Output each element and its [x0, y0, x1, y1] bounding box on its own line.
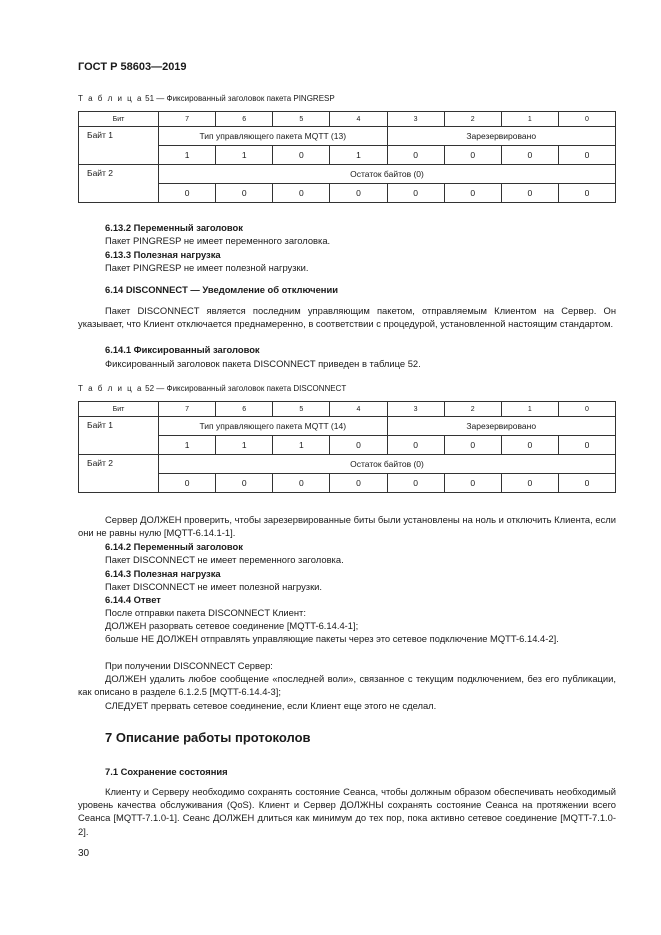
caption-text: 51 — Фиксированный заголовок пакета PINGRESP	[145, 94, 335, 103]
bit-cell: 0	[444, 184, 501, 203]
section-heading: 6.14 DISCONNECT — Уведомление об отключении	[105, 284, 338, 295]
header-cell: 3	[387, 402, 444, 417]
bit-cell: 0	[216, 474, 273, 493]
table-row	[79, 127, 616, 146]
reserved-label: Зарезервировано	[387, 417, 616, 436]
header-cell: 0	[558, 402, 615, 417]
table-52-caption	[78, 384, 346, 393]
body-text: Фиксированный заголовок пакета DISCONNECT приведен в таблице 52.	[105, 358, 421, 369]
bit-cell: 1	[216, 146, 273, 165]
header-cell: 6	[216, 402, 273, 417]
table-row	[79, 184, 616, 203]
bit-cell: 0	[387, 146, 444, 165]
header-cell: 2	[444, 402, 501, 417]
bit-cell: 1	[330, 146, 387, 165]
bit-cell: 0	[501, 474, 558, 493]
table-row	[79, 436, 616, 455]
bit-cell: 0	[558, 474, 615, 493]
table-51-caption	[78, 94, 335, 103]
header-cell: 5	[273, 402, 330, 417]
body-text: Пакет DISCONNECT не имеет полезной нагрузки.	[105, 581, 323, 592]
header-cell: 1	[501, 402, 558, 417]
bit-cell: 1	[273, 436, 330, 455]
section-heading: 7.1 Сохранение состояния	[105, 766, 228, 777]
body-text: Пакет DISCONNECT не имеет переменного заголовка.	[105, 554, 344, 565]
table-header-row	[79, 402, 616, 417]
bit-cell: 0	[273, 184, 330, 203]
body-text: После отправки пакета DISCONNECT Клиент:	[105, 607, 306, 618]
caption-word: Т а б л и ц а	[78, 94, 143, 103]
table-52	[78, 401, 616, 493]
chapter-heading: 7 Описание работы протоколов	[105, 730, 311, 745]
bit-cell: 1	[159, 436, 216, 455]
header-cell: 4	[330, 112, 387, 127]
type-label: Тип управляющего пакета MQTT (14)	[159, 417, 388, 436]
body-text: При получении DISCONNECT Сервер:	[105, 660, 273, 671]
bit-cell: 0	[558, 184, 615, 203]
header-cell: 7	[159, 112, 216, 127]
byte1-label: Байт 1	[79, 127, 159, 165]
header-cell: 5	[273, 112, 330, 127]
type-label: Тип управляющего пакета MQTT (13)	[159, 127, 388, 146]
bit-cell: 0	[444, 146, 501, 165]
standard-id: ГОСТ Р 58603—2019	[78, 61, 187, 73]
body-text: Пакет PINGRESP не имеет переменного заголовка.	[105, 235, 331, 246]
byte2-label: Байт 2	[79, 165, 159, 203]
bit-cell: 0	[558, 146, 615, 165]
paragraph: Клиенту и Серверу необходимо сохранять состояние Сеанса, чтобы должным образом обеспечивать необходимый уровень качества обслуживания (QoS). Клиент и Сервер ДОЛЖНЫ сохранять состояние Сеанса на протяжении всего Сеанса [MQTT-7.1.0-1]. Сеанс ДОЛЖЕН длиться как минимум до тех пор, пока активно сетевое соединение [MQTT-7.1.0-2].	[78, 786, 616, 837]
section-heading: 6.14.2 Переменный заголовок	[105, 541, 243, 552]
paragraph: Сервер ДОЛЖЕН проверить, чтобы зарезервированные биты были установлены на ноль и отключить Клиента, если они не равны нулю [MQTT-6.14.1-1].	[78, 514, 616, 539]
header-cell: Бит	[79, 112, 159, 127]
byte1-label: Байт 1	[79, 417, 159, 455]
header-cell: 7	[159, 402, 216, 417]
header-cell: 4	[330, 402, 387, 417]
table-row	[79, 165, 616, 184]
table-51	[78, 111, 616, 203]
bit-cell: 1	[159, 146, 216, 165]
remaining-label: Остаток байтов (0)	[159, 455, 616, 474]
paragraph: Пакет DISCONNECT является последним управляющим пакетом, отправляемым Клиентом на Сервер. Он указывает, что Клиент отключается преднамеренно, в соответствии с процедурой, установленной настоящим стандартом.	[78, 305, 616, 330]
bit-cell: 0	[501, 436, 558, 455]
bit-cell: 1	[216, 436, 273, 455]
section-heading: 6.13.2 Переменный заголовок	[105, 222, 243, 233]
caption-text: 52 — Фиксированный заголовок пакета DISCONNECT	[145, 384, 347, 393]
body-text: Пакет PINGRESP не имеет полезной нагрузки.	[105, 262, 309, 273]
header-cell: 3	[387, 112, 444, 127]
header-cell: 2	[444, 112, 501, 127]
header-cell: Бит	[79, 402, 159, 417]
byte2-label: Байт 2	[79, 455, 159, 493]
bit-cell: 0	[273, 474, 330, 493]
page-number: 30	[78, 848, 90, 859]
section-heading: 6.13.3 Полезная нагрузка	[105, 249, 221, 260]
header-cell: 0	[558, 112, 615, 127]
paragraph: больше НЕ ДОЛЖЕН отправлять управляющие пакеты через это сетевое подключение MQTT-6.14.4-2].	[105, 633, 559, 644]
body-text: ДОЛЖЕН разорвать сетевое соединение [MQTT-6.14.4-1];	[105, 620, 359, 631]
bit-cell: 0	[159, 184, 216, 203]
bit-cell: 0	[501, 146, 558, 165]
bit-cell: 0	[444, 436, 501, 455]
bit-cell: 0	[216, 184, 273, 203]
section-heading: 6.14.1 Фиксированный заголовок	[105, 344, 260, 355]
bit-cell: 0	[387, 184, 444, 203]
body-text: СЛЕДУЕТ прервать сетевое соединение, если Клиент еще этого не сделал.	[105, 700, 437, 711]
table-row	[79, 146, 616, 165]
table-row	[79, 417, 616, 436]
section-heading: 6.14.3 Полезная нагрузка	[105, 568, 221, 579]
remaining-label: Остаток байтов (0)	[159, 165, 616, 184]
bit-cell: 0	[558, 436, 615, 455]
paragraph: ДОЛЖЕН удалить любое сообщение «последней воли», связанное с текущим подключением, без его публикации, как описано в разделе 6.1.2.5 [MQTT-6.14.4-3];	[78, 673, 616, 698]
bit-cell: 0	[330, 474, 387, 493]
table-row	[79, 455, 616, 474]
bit-cell: 0	[444, 474, 501, 493]
bit-cell: 0	[273, 146, 330, 165]
header-cell: 6	[216, 112, 273, 127]
bit-cell: 0	[330, 436, 387, 455]
bit-cell: 0	[159, 474, 216, 493]
caption-word: Т а б л и ц а	[78, 384, 143, 393]
bit-cell: 0	[387, 436, 444, 455]
table-header-row	[79, 112, 616, 127]
table-row	[79, 474, 616, 493]
reserved-label: Зарезервировано	[387, 127, 616, 146]
bit-cell: 0	[330, 184, 387, 203]
bit-cell: 0	[387, 474, 444, 493]
bit-cell: 0	[501, 184, 558, 203]
section-heading: 6.14.4 Ответ	[105, 594, 161, 605]
header-cell: 1	[501, 112, 558, 127]
